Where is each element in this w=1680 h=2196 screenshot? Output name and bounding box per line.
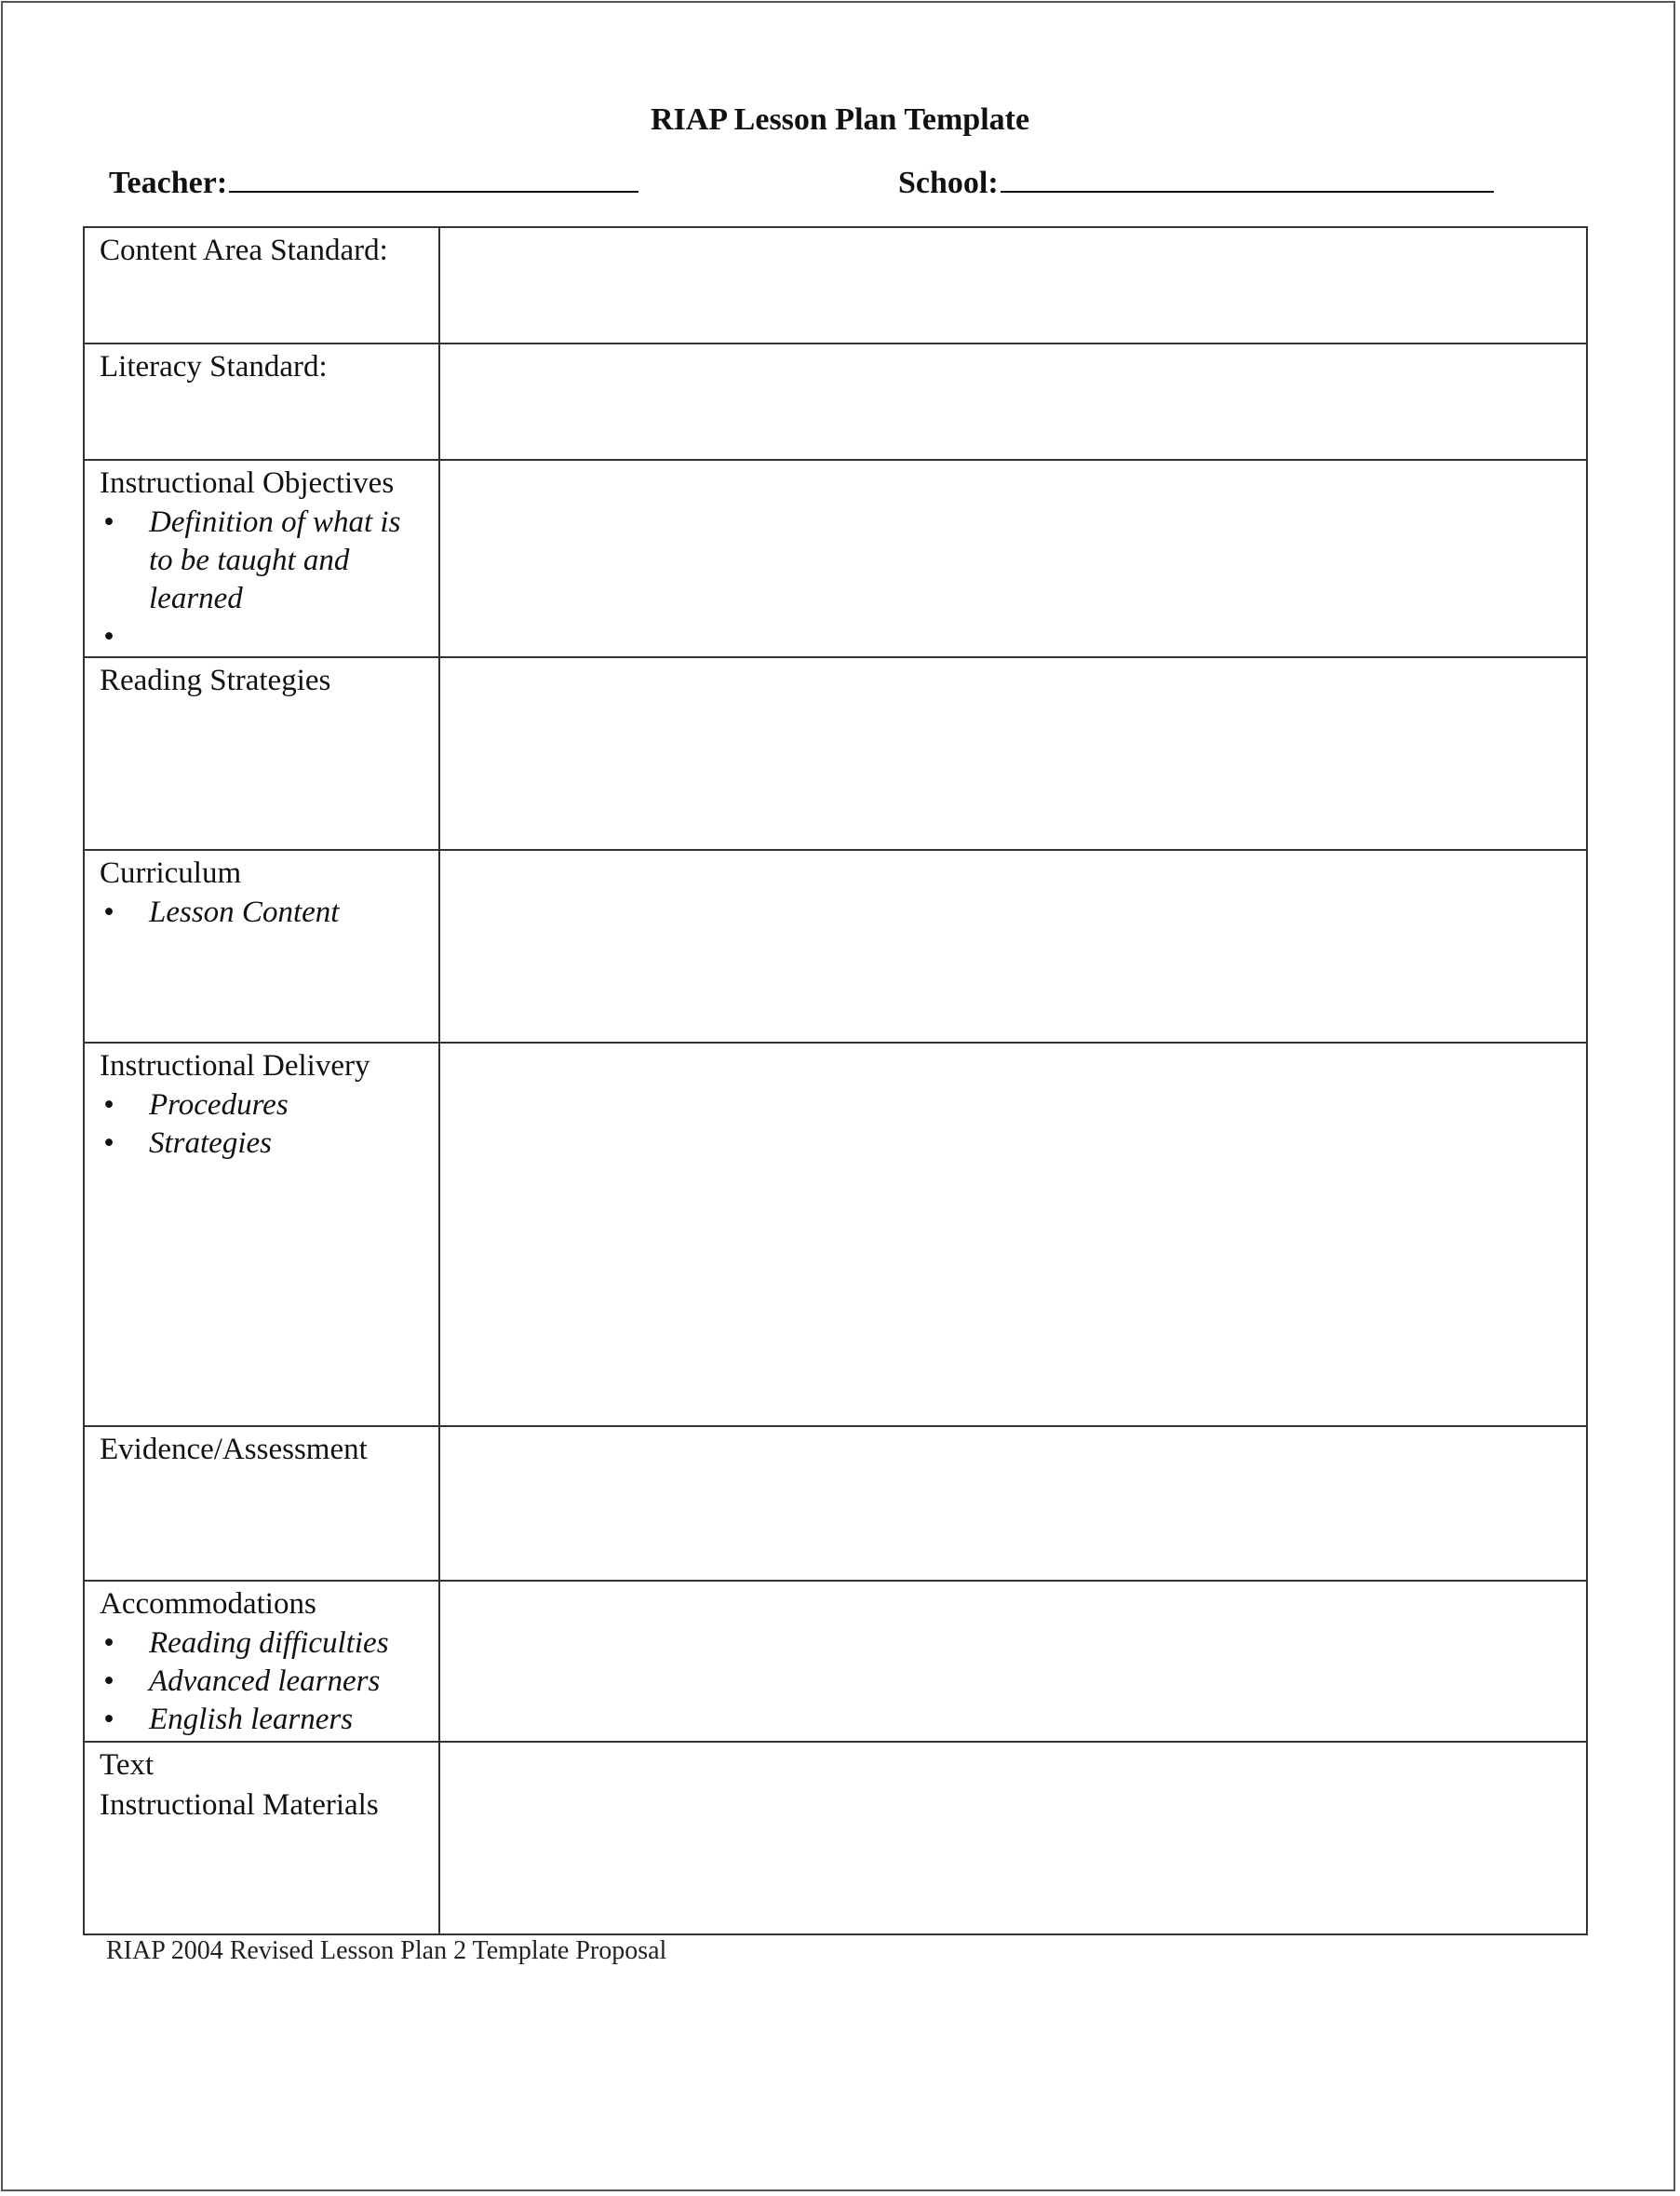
- teacher-field: [109, 159, 638, 207]
- list-item: [100, 1125, 429, 1163]
- bullet-list: [100, 1086, 429, 1163]
- bullet-icon: •: [103, 1626, 114, 1660]
- document-title: RIAP Lesson Plan Template: [650, 102, 1030, 137]
- bullet-icon: •: [103, 896, 114, 929]
- row-content-cell[interactable]: [439, 460, 1587, 657]
- row-content-cell[interactable]: [439, 227, 1587, 344]
- row-label-cell: [84, 460, 439, 657]
- list-item: [100, 1624, 429, 1663]
- table-row: [84, 1043, 1587, 1426]
- row-label: Instructional Delivery: [100, 1049, 370, 1083]
- bullet-icon: •: [103, 1126, 114, 1160]
- school-blank-line[interactable]: [1001, 159, 1494, 193]
- bullet-icon: •: [103, 505, 114, 539]
- bullet-icon: •: [103, 620, 114, 653]
- bullet-icon: •: [103, 1664, 114, 1698]
- row-content-cell[interactable]: [439, 344, 1587, 460]
- table-row: [84, 1426, 1587, 1581]
- list-item-text: Strategies: [149, 1126, 272, 1160]
- row-label: Instructional Materials: [100, 1788, 379, 1822]
- row-label: Accommodations: [100, 1587, 316, 1621]
- row-label-cell: [84, 1581, 439, 1742]
- list-item-text: Advanced learners: [149, 1664, 381, 1698]
- row-label: Curriculum: [100, 856, 242, 890]
- row-label: Content Area Standard:: [100, 234, 388, 267]
- teacher-blank-line[interactable]: [229, 159, 638, 193]
- row-label-cell: [84, 850, 439, 1043]
- table-row: [84, 227, 1587, 344]
- row-label: Literacy Standard:: [100, 350, 328, 384]
- list-item-text: Lesson Content: [149, 896, 340, 929]
- bullet-icon: •: [103, 1088, 114, 1122]
- bullet-list: [100, 894, 429, 932]
- table-row: [84, 850, 1587, 1043]
- table-row: [84, 1742, 1587, 1934]
- row-content-cell[interactable]: [439, 850, 1587, 1043]
- list-item-text: Reading difficulties: [149, 1626, 389, 1660]
- row-label: Reading Strategies: [100, 664, 331, 697]
- table-row: [84, 1581, 1587, 1742]
- list-item: [100, 504, 429, 618]
- footer-note: RIAP 2004 Revised Lesson Plan 2 Template Proposal: [106, 1936, 667, 1965]
- row-label-cell: [84, 657, 439, 850]
- list-item: [100, 1086, 429, 1125]
- row-label-cell: [84, 1742, 439, 1934]
- school-label: School:: [898, 166, 999, 200]
- bullet-list: [100, 1624, 429, 1739]
- teacher-label: Teacher:: [109, 166, 228, 200]
- row-label-cell: [84, 344, 439, 460]
- row-content-cell[interactable]: [439, 657, 1587, 850]
- row-label-cell: [84, 227, 439, 344]
- row-label-cell: [84, 1043, 439, 1426]
- row-label-cell: [84, 1426, 439, 1581]
- row-content-cell[interactable]: [439, 1581, 1587, 1742]
- table-row: [84, 460, 1587, 657]
- bullet-list: [100, 504, 429, 653]
- table-row: [84, 344, 1587, 460]
- list-item: [100, 1663, 429, 1701]
- list-item: [100, 1701, 429, 1739]
- row-content-cell[interactable]: [439, 1742, 1587, 1934]
- school-field: [898, 159, 1494, 207]
- row-label: Text: [100, 1748, 155, 1782]
- list-item-text: Definition of what is to be taught and learned: [149, 505, 401, 615]
- row-content-cell[interactable]: [439, 1043, 1587, 1426]
- list-item: [100, 894, 429, 932]
- lesson-plan-table: [83, 226, 1588, 1935]
- table-row: [84, 657, 1587, 850]
- list-item-text: Procedures: [149, 1088, 289, 1122]
- row-content-cell[interactable]: [439, 1426, 1587, 1581]
- bullet-icon: •: [103, 1703, 114, 1736]
- row-label: Instructional Objectives: [100, 466, 395, 500]
- list-item-text: English learners: [149, 1703, 354, 1736]
- row-label: Evidence/Assessment: [100, 1433, 368, 1466]
